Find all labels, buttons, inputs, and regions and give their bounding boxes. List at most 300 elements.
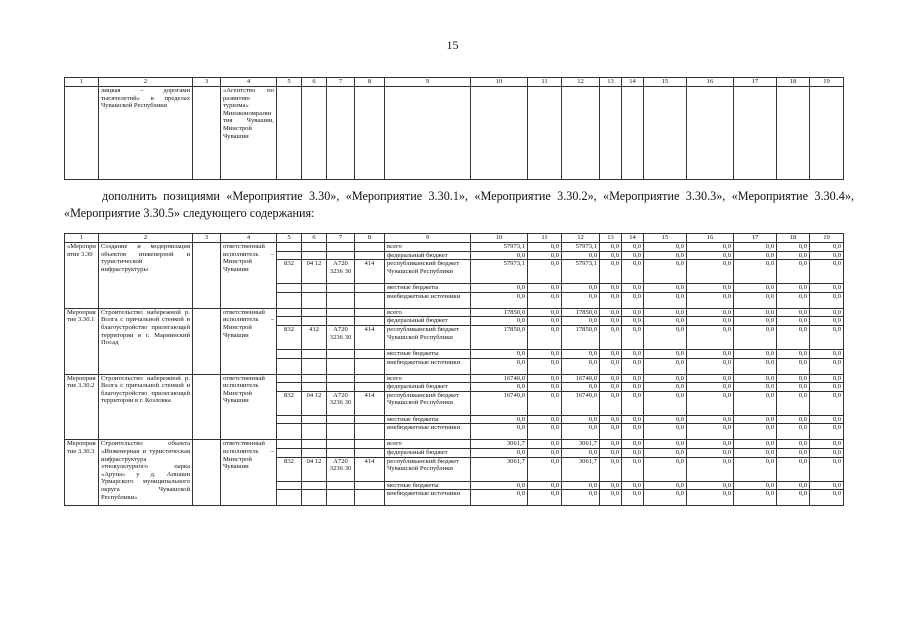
table-cell: лицкая – дорогами тысячелетий» в пределах Чувашской Республики xyxy=(99,87,193,180)
value-cell: 0,0 xyxy=(777,308,810,317)
value-cell: 0,0 xyxy=(600,325,622,349)
value-cell: 0,0 xyxy=(600,260,622,284)
code-cell xyxy=(327,415,355,424)
value-cell: 0,0 xyxy=(810,448,844,457)
value-cell: 0,0 xyxy=(644,383,687,392)
value-cell: 57973,1 xyxy=(562,243,600,252)
code-cell xyxy=(302,358,327,374)
value-cell: 0,0 xyxy=(734,251,777,260)
column-number-cell: 15 xyxy=(644,78,687,87)
value-cell: 0,0 xyxy=(810,481,844,490)
funding-source-cell: внебюджетные источники xyxy=(385,292,471,308)
value-cell: 0,0 xyxy=(644,481,687,490)
value-cell: 0,0 xyxy=(622,317,644,326)
funding-source-cell: федеральный бюджет xyxy=(385,448,471,457)
code-cell xyxy=(302,374,327,383)
code-cell xyxy=(355,383,385,392)
code-cell xyxy=(327,251,355,260)
column-number-cell: 8 xyxy=(355,78,385,87)
value-cell: 0,0 xyxy=(528,284,562,293)
code-cell: А720 3236 30 xyxy=(327,457,355,481)
column-number-cell: 17 xyxy=(734,78,777,87)
value-cell: 0,0 xyxy=(562,349,600,358)
table-row xyxy=(65,243,844,252)
value-cell: 0,0 xyxy=(734,424,777,440)
value-cell: 17850,0 xyxy=(471,325,528,349)
value-cell: 0,0 xyxy=(687,292,734,308)
empty-cell xyxy=(193,243,221,309)
column-number-cell: 19 xyxy=(810,234,844,243)
value-cell: 0,0 xyxy=(600,374,622,383)
value-cell: 0,0 xyxy=(622,481,644,490)
code-cell xyxy=(302,415,327,424)
value-cell: 16740,0 xyxy=(562,374,600,383)
value-cell: 0,0 xyxy=(810,424,844,440)
code-cell xyxy=(355,251,385,260)
code-cell xyxy=(302,481,327,490)
value-cell: 0,0 xyxy=(687,349,734,358)
value-cell: 0,0 xyxy=(528,391,562,415)
code-cell xyxy=(277,448,302,457)
code-cell xyxy=(277,251,302,260)
code-cell: 832 xyxy=(277,457,302,481)
value-cell: 0,0 xyxy=(687,415,734,424)
code-cell xyxy=(327,440,355,449)
table-row xyxy=(65,374,844,383)
table-row xyxy=(65,87,844,180)
code-cell xyxy=(277,490,302,506)
value-cell: 0,0 xyxy=(644,325,687,349)
code-cell: 414 xyxy=(355,325,385,349)
code-cell xyxy=(327,424,355,440)
value-cell: 0,0 xyxy=(562,448,600,457)
column-number-cell: 18 xyxy=(777,234,810,243)
value-cell: 0,0 xyxy=(644,317,687,326)
column-number-cell: 6 xyxy=(302,78,327,87)
amendment-paragraph: дополнить позициями «Мероприятие 3.30», «Мероприятие 3.30.1», «Мероприятие 3.30.2», «Мероприятие 3.30.3», «Мероприятие 3.30.4», «Мероприятие 3.30.5» следующего содержания: xyxy=(64,189,854,220)
value-cell: 0,0 xyxy=(777,284,810,293)
value-cell: 0,0 xyxy=(777,325,810,349)
value-cell: 0,0 xyxy=(687,424,734,440)
code-cell xyxy=(277,292,302,308)
code-cell: А720 3236 30 xyxy=(327,391,355,415)
value-cell: 0,0 xyxy=(687,251,734,260)
value-cell: 0,0 xyxy=(528,317,562,326)
column-number-cell: 16 xyxy=(687,234,734,243)
value-cell: 0,0 xyxy=(562,424,600,440)
code-cell xyxy=(277,383,302,392)
value-cell: 0,0 xyxy=(644,374,687,383)
column-number-cell: 15 xyxy=(644,234,687,243)
column-number-cell: 11 xyxy=(528,78,562,87)
value-cell: 0,0 xyxy=(600,457,622,481)
code-cell xyxy=(355,308,385,317)
value-cell: 0,0 xyxy=(777,415,810,424)
measure-name-cell: Строительство набережной р. Волга с причальной стенкой и благоустройство прилегающей территории в г. Козловка xyxy=(99,374,193,440)
value-cell: 0,0 xyxy=(600,284,622,293)
value-cell: 0,0 xyxy=(777,358,810,374)
code-cell: 414 xyxy=(355,391,385,415)
value-cell: 0,0 xyxy=(777,243,810,252)
code-cell xyxy=(302,292,327,308)
value-cell: 0,0 xyxy=(471,284,528,293)
value-cell: 0,0 xyxy=(622,448,644,457)
value-cell: 0,0 xyxy=(687,284,734,293)
value-cell: 0,0 xyxy=(644,358,687,374)
value-cell: 3061,7 xyxy=(562,440,600,449)
value-cell: 0,0 xyxy=(687,383,734,392)
value-cell: 0,0 xyxy=(644,349,687,358)
value-cell: 0,0 xyxy=(471,490,528,506)
value-cell: 0,0 xyxy=(600,383,622,392)
value-cell: 0,0 xyxy=(734,317,777,326)
value-cell: 0,0 xyxy=(600,349,622,358)
column-number-cell: 1 xyxy=(65,78,99,87)
value-cell: 0,0 xyxy=(528,260,562,284)
code-cell: 04 12 xyxy=(302,457,327,481)
funding-source-cell: местные бюджеты xyxy=(385,284,471,293)
code-cell xyxy=(327,448,355,457)
code-cell xyxy=(327,481,355,490)
value-cell: 0,0 xyxy=(471,317,528,326)
funding-source-cell: республиканский бюджет Чувашской Республики xyxy=(385,260,471,284)
funding-source-cell: всего xyxy=(385,440,471,449)
code-cell xyxy=(277,317,302,326)
value-cell: 0,0 xyxy=(644,448,687,457)
code-cell xyxy=(277,284,302,293)
value-cell: 0,0 xyxy=(562,490,600,506)
value-cell: 0,0 xyxy=(471,251,528,260)
code-cell xyxy=(327,349,355,358)
code-cell xyxy=(355,490,385,506)
table-row xyxy=(65,308,844,317)
code-cell xyxy=(355,415,385,424)
funding-source-cell: республиканский бюджет Чувашской Республики xyxy=(385,457,471,481)
column-number-cell: 19 xyxy=(810,78,844,87)
responsible-cell: ответственный исполнитель – Минстрой Чувашии xyxy=(221,440,277,506)
code-cell: 832 xyxy=(277,325,302,349)
code-cell xyxy=(355,243,385,252)
funding-source-cell: всего xyxy=(385,308,471,317)
value-cell: 0,0 xyxy=(810,349,844,358)
funding-source-cell: местные бюджеты xyxy=(385,481,471,490)
value-cell: 0,0 xyxy=(622,374,644,383)
value-cell: 16740,0 xyxy=(471,374,528,383)
code-cell xyxy=(302,317,327,326)
value-cell: 0,0 xyxy=(734,284,777,293)
code-cell xyxy=(302,424,327,440)
value-cell: 0,0 xyxy=(810,308,844,317)
code-cell xyxy=(327,374,355,383)
value-cell: 57973,1 xyxy=(562,260,600,284)
code-cell xyxy=(277,481,302,490)
value-cell: 0,0 xyxy=(777,481,810,490)
column-number-cell: 1 xyxy=(65,234,99,243)
code-cell xyxy=(277,415,302,424)
value-cell: 0,0 xyxy=(777,260,810,284)
value-cell: 0,0 xyxy=(471,383,528,392)
column-number-cell: 3 xyxy=(193,234,221,243)
column-number-cell: 17 xyxy=(734,234,777,243)
funding-source-cell: внебюджетные источники xyxy=(385,424,471,440)
value-cell: 0,0 xyxy=(562,358,600,374)
value-cell: 0,0 xyxy=(777,317,810,326)
value-cell: 0,0 xyxy=(622,292,644,308)
value-cell: 0,0 xyxy=(600,358,622,374)
value-cell: 0,0 xyxy=(734,325,777,349)
code-cell xyxy=(355,424,385,440)
value-cell: 0,0 xyxy=(600,243,622,252)
column-number-cell: 8 xyxy=(355,234,385,243)
value-cell: 0,0 xyxy=(528,490,562,506)
column-number-cell: 2 xyxy=(99,234,193,243)
value-cell: 0,0 xyxy=(600,317,622,326)
value-cell: 0,0 xyxy=(622,308,644,317)
code-cell xyxy=(355,481,385,490)
responsible-cell: ответственный исполнитель – Минстрой Чувашии xyxy=(221,308,277,374)
code-cell xyxy=(327,292,355,308)
value-cell: 0,0 xyxy=(644,457,687,481)
code-cell xyxy=(277,358,302,374)
code-cell xyxy=(327,243,355,252)
value-cell: 0,0 xyxy=(644,415,687,424)
value-cell: 0,0 xyxy=(528,292,562,308)
value-cell: 0,0 xyxy=(687,317,734,326)
code-cell xyxy=(277,424,302,440)
value-cell: 0,0 xyxy=(810,457,844,481)
code-cell: А720 3236 30 xyxy=(327,260,355,284)
value-cell: 0,0 xyxy=(777,440,810,449)
value-cell: 0,0 xyxy=(734,490,777,506)
value-cell: 0,0 xyxy=(810,440,844,449)
value-cell: 0,0 xyxy=(687,325,734,349)
value-cell: 0,0 xyxy=(562,481,600,490)
column-number-cell: 13 xyxy=(600,234,622,243)
value-cell: 0,0 xyxy=(810,391,844,415)
value-cell: 0,0 xyxy=(622,260,644,284)
value-cell: 0,0 xyxy=(734,292,777,308)
empty-cell xyxy=(193,440,221,506)
value-cell: 0,0 xyxy=(687,358,734,374)
code-cell xyxy=(302,383,327,392)
funding-source-cell: всего xyxy=(385,243,471,252)
code-cell xyxy=(277,440,302,449)
value-cell: 0,0 xyxy=(562,284,600,293)
column-number-cell: 12 xyxy=(562,234,600,243)
column-number-cell: 9 xyxy=(385,234,471,243)
value-cell: 3061,7 xyxy=(562,457,600,481)
column-number-cell: 16 xyxy=(687,78,734,87)
value-cell: 0,0 xyxy=(644,440,687,449)
column-number-cell: 5 xyxy=(277,234,302,243)
value-cell: 0,0 xyxy=(600,481,622,490)
column-number-cell: 14 xyxy=(622,78,644,87)
measure-id-cell: «Мероприятие 3.30 xyxy=(65,243,99,309)
value-cell: 0,0 xyxy=(810,325,844,349)
value-cell: 0,0 xyxy=(734,308,777,317)
value-cell: 0,0 xyxy=(810,292,844,308)
measure-id-cell: Мероприятие 3.30.1 xyxy=(65,308,99,374)
code-cell xyxy=(327,308,355,317)
value-cell: 0,0 xyxy=(528,358,562,374)
measure-name-cell: Создание и модернизация объектов инженерной и туристической инфраструктуры xyxy=(99,243,193,309)
value-cell: 0,0 xyxy=(687,308,734,317)
value-cell: 0,0 xyxy=(777,490,810,506)
code-cell: 832 xyxy=(277,260,302,284)
table-cell: «Агентство по развитию туризма» Минэкономразвития Чувашии, Минстрой Чувашии xyxy=(221,87,277,180)
value-cell: 0,0 xyxy=(734,391,777,415)
value-cell: 0,0 xyxy=(600,292,622,308)
code-cell xyxy=(277,374,302,383)
code-cell xyxy=(302,490,327,506)
column-number-cell: 7 xyxy=(327,78,355,87)
value-cell: 0,0 xyxy=(734,415,777,424)
value-cell: 0,0 xyxy=(622,490,644,506)
column-number-row xyxy=(65,78,844,87)
value-cell: 0,0 xyxy=(644,284,687,293)
value-cell: 0,0 xyxy=(528,383,562,392)
value-cell: 0,0 xyxy=(777,448,810,457)
value-cell: 0,0 xyxy=(622,325,644,349)
value-cell: 0,0 xyxy=(810,358,844,374)
page-number: 15 xyxy=(446,38,459,52)
code-cell xyxy=(327,284,355,293)
code-cell: 414 xyxy=(355,457,385,481)
value-cell: 0,0 xyxy=(644,391,687,415)
value-cell: 0,0 xyxy=(687,440,734,449)
value-cell: 0,0 xyxy=(528,349,562,358)
value-cell: 0,0 xyxy=(687,374,734,383)
value-cell: 0,0 xyxy=(810,251,844,260)
value-cell: 0,0 xyxy=(644,260,687,284)
value-cell: 0,0 xyxy=(734,481,777,490)
value-cell: 0,0 xyxy=(687,243,734,252)
code-cell xyxy=(355,358,385,374)
value-cell: 0,0 xyxy=(622,440,644,449)
value-cell: 0,0 xyxy=(562,415,600,424)
value-cell: 0,0 xyxy=(600,490,622,506)
value-cell: 0,0 xyxy=(734,260,777,284)
value-cell: 0,0 xyxy=(810,490,844,506)
value-cell: 0,0 xyxy=(810,374,844,383)
value-cell: 0,0 xyxy=(734,383,777,392)
value-cell: 0,0 xyxy=(622,457,644,481)
code-cell: 832 xyxy=(277,391,302,415)
value-cell: 0,0 xyxy=(777,457,810,481)
measure-id-cell: Мероприятие 3.30.2 xyxy=(65,374,99,440)
measures-table xyxy=(64,233,844,506)
value-cell: 0,0 xyxy=(810,383,844,392)
code-cell: 412 xyxy=(302,325,327,349)
empty-cell xyxy=(193,374,221,440)
value-cell: 0,0 xyxy=(528,251,562,260)
column-number-cell: 10 xyxy=(471,78,528,87)
value-cell: 0,0 xyxy=(777,391,810,415)
value-cell: 0,0 xyxy=(644,424,687,440)
column-number-cell: 13 xyxy=(600,78,622,87)
value-cell: 0,0 xyxy=(528,440,562,449)
funding-source-cell: республиканский бюджет Чувашской Республики xyxy=(385,391,471,415)
code-cell: 414 xyxy=(355,260,385,284)
value-cell: 0,0 xyxy=(644,308,687,317)
value-cell: 0,0 xyxy=(687,391,734,415)
value-cell: 3061,7 xyxy=(471,457,528,481)
value-cell: 0,0 xyxy=(810,415,844,424)
code-cell xyxy=(302,448,327,457)
responsible-cell: ответственный исполнитель – Минстрой Чувашии xyxy=(221,243,277,309)
value-cell: 0,0 xyxy=(471,292,528,308)
column-number-row xyxy=(65,234,844,243)
column-number-cell: 2 xyxy=(99,78,193,87)
value-cell: 0,0 xyxy=(777,251,810,260)
value-cell: 0,0 xyxy=(687,260,734,284)
code-cell xyxy=(302,440,327,449)
funding-source-cell: федеральный бюджет xyxy=(385,317,471,326)
measure-name-cell: Строительство набережной р. Волга с причальной стенкой и благоустройство прилегающей территории в г. Мариинский Посад xyxy=(99,308,193,374)
value-cell: 3061,7 xyxy=(471,440,528,449)
value-cell: 17850,0 xyxy=(562,308,600,317)
value-cell: 0,0 xyxy=(734,448,777,457)
code-cell xyxy=(327,383,355,392)
column-number-cell: 9 xyxy=(385,78,471,87)
top-table-fragment xyxy=(64,77,844,180)
value-cell: 17850,0 xyxy=(562,325,600,349)
code-cell: А720 3236 30 xyxy=(327,325,355,349)
value-cell: 0,0 xyxy=(622,358,644,374)
code-cell xyxy=(355,292,385,308)
value-cell: 0,0 xyxy=(777,374,810,383)
value-cell: 0,0 xyxy=(622,284,644,293)
value-cell: 0,0 xyxy=(622,415,644,424)
value-cell: 0,0 xyxy=(622,349,644,358)
value-cell: 0,0 xyxy=(622,251,644,260)
value-cell: 0,0 xyxy=(810,284,844,293)
value-cell: 16740,0 xyxy=(562,391,600,415)
measure-name-cell: Строительство объекта «Инженерная и туристическая инфраструктура этнокультурного парка «Аруна» у д. Апнаши Урмарского муниципального округа Чувашской Республики» xyxy=(99,440,193,506)
value-cell: 0,0 xyxy=(528,457,562,481)
value-cell: 0,0 xyxy=(471,481,528,490)
value-cell: 0,0 xyxy=(734,374,777,383)
code-cell xyxy=(327,358,355,374)
column-number-cell: 6 xyxy=(302,234,327,243)
value-cell: 17850,0 xyxy=(471,308,528,317)
funding-source-cell: внебюджетные источники xyxy=(385,358,471,374)
value-cell: 0,0 xyxy=(600,424,622,440)
measure-id-cell: Мероприятие 3.30.3 xyxy=(65,440,99,506)
value-cell: 0,0 xyxy=(528,481,562,490)
column-number-cell: 12 xyxy=(562,78,600,87)
value-cell: 0,0 xyxy=(600,415,622,424)
value-cell: 0,0 xyxy=(600,440,622,449)
code-cell xyxy=(355,440,385,449)
value-cell: 16740,0 xyxy=(471,391,528,415)
column-number-cell: 14 xyxy=(622,234,644,243)
value-cell: 0,0 xyxy=(734,358,777,374)
value-cell: 0,0 xyxy=(734,349,777,358)
code-cell xyxy=(355,349,385,358)
column-number-cell: 3 xyxy=(193,78,221,87)
value-cell: 0,0 xyxy=(471,358,528,374)
value-cell: 0,0 xyxy=(562,317,600,326)
code-cell xyxy=(302,243,327,252)
column-number-cell: 10 xyxy=(471,234,528,243)
value-cell: 0,0 xyxy=(600,391,622,415)
value-cell: 0,0 xyxy=(471,424,528,440)
code-cell: 04 12 xyxy=(302,391,327,415)
column-number-cell: 4 xyxy=(221,234,277,243)
value-cell: 0,0 xyxy=(687,490,734,506)
code-cell xyxy=(355,448,385,457)
